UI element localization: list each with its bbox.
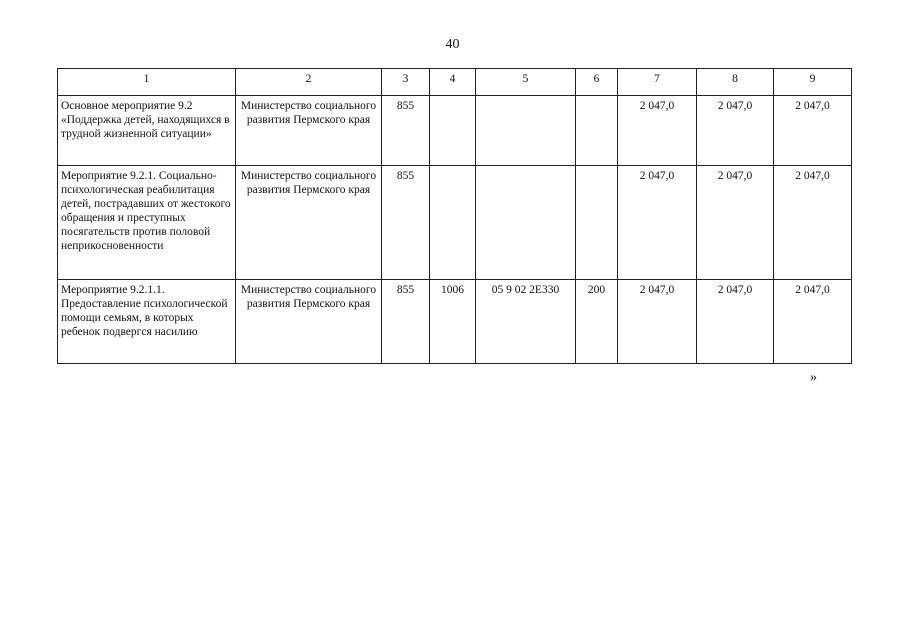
code-cell-5 [476, 166, 576, 280]
code-cell-5: 05 9 02 2Е330 [476, 280, 576, 364]
executor-cell: Министерство социального развития Пермского края [236, 280, 382, 364]
header-col-4: 4 [430, 69, 476, 96]
page-number: 40 [445, 37, 460, 52]
header-col-1: 1 [58, 69, 236, 96]
table-row [58, 280, 852, 364]
table-body [58, 96, 852, 364]
amount-cell-9: 2 047,0 [774, 166, 852, 280]
activity-name-cell: Мероприятие 9.2.1. Социально-психологическая реабилитация детей, пострадавших от жестокого обращения и преступных посягательств против половой неприкосновенности [58, 166, 236, 280]
header-col-2: 2 [236, 69, 382, 96]
executor-cell: Министерство социального развития Пермского края [236, 96, 382, 166]
header-col-6: 6 [576, 69, 618, 96]
amount-cell-7: 2 047,0 [618, 280, 697, 364]
amount-cell-9: 2 047,0 [774, 96, 852, 166]
table-row [58, 96, 852, 166]
code-cell-4: 1006 [430, 280, 476, 364]
header-row [58, 69, 852, 96]
code-cell-6 [576, 166, 618, 280]
header-col-8: 8 [697, 69, 774, 96]
amount-cell-9: 2 047,0 [774, 280, 852, 364]
activity-name-cell: Основное мероприятие 9.2 «Поддержка детей, находящихся в трудной жизненной ситуации» [58, 96, 236, 166]
header-col-3: 3 [382, 69, 430, 96]
code-cell-4 [430, 96, 476, 166]
executor-cell: Министерство социального развития Пермского края [236, 166, 382, 280]
header-col-5: 5 [476, 69, 576, 96]
amount-cell-8: 2 047,0 [697, 166, 774, 280]
table-row [58, 166, 852, 280]
amount-cell-7: 2 047,0 [618, 96, 697, 166]
activity-name-cell: Мероприятие 9.2.1.1. Предоставление психологической помощи семьям, в которых ребенок подвергся насилию [58, 280, 236, 364]
amount-cell-8: 2 047,0 [697, 280, 774, 364]
table-header [58, 69, 852, 96]
code-cell-6: 200 [576, 280, 618, 364]
budget-table [57, 68, 852, 364]
code-cell-3: 855 [382, 166, 430, 280]
header-col-9: 9 [774, 69, 852, 96]
code-cell-4 [430, 166, 476, 280]
code-cell-5 [476, 96, 576, 166]
amount-cell-8: 2 047,0 [697, 96, 774, 166]
code-cell-3: 855 [382, 280, 430, 364]
code-cell-6 [576, 96, 618, 166]
header-col-7: 7 [618, 69, 697, 96]
closing-quote-mark: » [810, 370, 817, 385]
code-cell-3: 855 [382, 96, 430, 166]
amount-cell-7: 2 047,0 [618, 166, 697, 280]
